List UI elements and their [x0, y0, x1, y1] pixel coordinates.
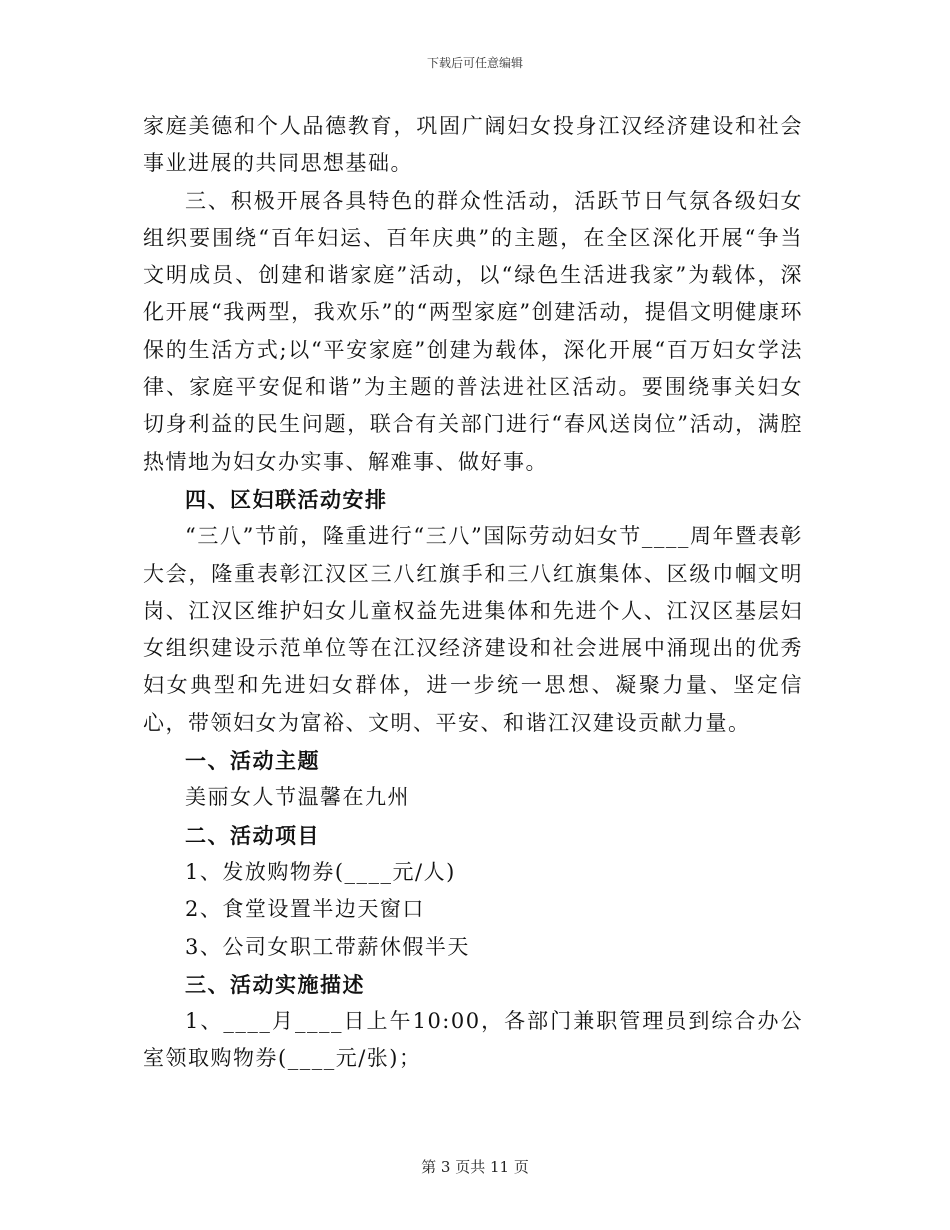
paragraph: 美丽女人节温馨在九州 — [185, 785, 410, 810]
paragraph: “三八”节前，隆重进行“三八”国际劳动妇女节____周年暨表彰大会，隆重表彰江汉区三八红旗手和三八红旗集体、区级巾帼文明岗、江汉区维护妇女儿童权益先进集体和先进个人、江汉区基层妇女组织建设示范单位等在江汉经济建设和社会进展中涌现出的优秀妇女典型和先进妇女群体，进一步统一思想、凝聚力量、坚定信心，带领妇女为富裕、文明、平安、和谐江汉建设贡献力量。 — [143, 524, 803, 735]
section-heading: 三、活动实施描述 — [185, 971, 365, 997]
section-heading: 二、活动项目 — [185, 822, 320, 848]
paragraph: 1、____月____日上午10:00，各部门兼职管理员到综合办公室领取购物券(____元/张)； — [143, 1009, 803, 1071]
list-item: 1、发放购物券(____元/人) — [185, 859, 456, 884]
page-footer: 第 3 页共 11 页 — [421, 1158, 529, 1176]
page-header: 下载后可任意编辑 — [426, 56, 523, 70]
list-item: 2、食堂设置半边天窗口 — [185, 897, 425, 922]
paragraph: 三、积极开展各具特色的群众性活动，活跃节日气氛各级妇女组织要围绕“百年妇运、百年庆典”的主题，在全区深化开展“争当文明成员、创建和谐家庭”活动，以“绿色生活进我家”为载体，深化开展“我两型，我欢乐”的“两型家庭”创建活动，提倡文明健康环保的生活方式;以“平安家庭”创建为载体，深化开展“百万妇女学法律、家庭平安促和谐”为主题的普法进社区活动。要围绕事关妇女切身利益的民生问题，联合有关部门进行“春风送岗位”活动，满腔热情地为妇女办实事、解难事、做好事。 — [143, 188, 803, 474]
section-heading: 一、活动主题 — [185, 748, 320, 774]
document-body — [143, 108, 803, 1078]
paragraph: 家庭美德和个人品德教育，巩固广阔妇女投身江汉经济建设和社会事业进展的共同思想基础。 — [143, 114, 803, 176]
list-item: 3、公司女职工带薪休假半天 — [185, 934, 470, 959]
section-heading: 四、区妇联活动安排 — [185, 486, 388, 512]
